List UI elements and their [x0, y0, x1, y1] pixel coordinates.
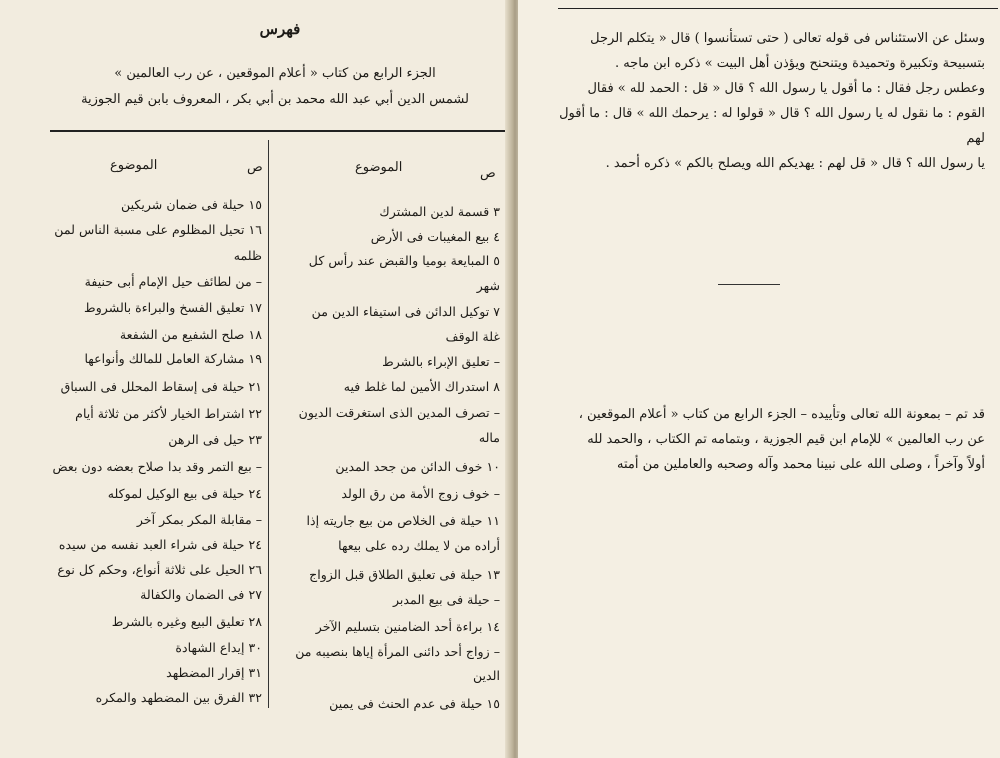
index-entry: أراده من لا يملك رده على بيعها — [338, 538, 500, 553]
hadith-paragraph — [545, 26, 985, 176]
column-divider — [268, 140, 269, 708]
index-entry: ظلمه — [233, 248, 262, 263]
page-col-header-right: ص — [480, 166, 496, 181]
text-line: وسئل عن الاستئناس فى قوله تعالى ( حتى تستأنسوا ) قال « يتكلم الرجل — [590, 31, 985, 46]
text-line: وعطس رجل فقال : ما أقول يا رسول الله ؟ قال « قل : الحمد لله » فقال — [587, 81, 985, 96]
separator-rule — [718, 284, 780, 285]
index-entry: ٢٢ اشتراط الخيار لأكثر من ثلاثة أيام — [75, 406, 262, 421]
index-title: فهرس — [259, 20, 301, 38]
index-entry: – مقابلة المكر بمكر آخر — [136, 512, 262, 527]
index-entry: ١٣ حيلة فى تعليق الطلاق قبل الزواج — [309, 567, 500, 582]
text-line: قد تم – بمعونة الله تعالى وتأييده – الجزء الرابع من كتاب « أعلام الموقعين ، — [578, 407, 985, 422]
index-entry: ٣٢ الفرق بين المضطهد والمكره — [95, 690, 262, 705]
index-entry: شهر — [476, 278, 500, 293]
text-line: يا رسول الله ؟ قال « قل لهم : يهديكم الله ويصلح بالكم » ذكره أحمد . — [605, 156, 985, 171]
page-col-header-left: ص — [247, 160, 263, 175]
index-entry: ٣٠ إيداع الشهادة — [175, 640, 262, 655]
index-entry: ١٧ تعليق الفسخ والبراءة بالشروط — [84, 300, 262, 315]
index-entry: ١٠ خوف الدائن من جحد المدين — [335, 459, 500, 474]
top-rule — [558, 8, 998, 9]
index-entry: ٥ المبايعة بوميا والقبض عند رأس كل — [308, 253, 500, 268]
index-entry: ٢١ حيلة فى إسقاط المحلل فى السباق — [60, 379, 262, 394]
topic-col-header-right: الموضوع — [355, 160, 403, 175]
index-entry: – تصرف المدين الذى استغرقت الديون — [298, 405, 500, 420]
index-entry: ١٩ مشاركة العامل للمالك وأنواعها — [84, 351, 262, 366]
index-entry: ١٦ تحيل المظلوم على مسبة الناس لمن — [54, 222, 262, 237]
index-entry: – من لطائف حيل الإمام أبى حنيفة — [84, 274, 262, 289]
index-entry: ماله — [478, 430, 500, 445]
index-entry: ١٤ براءة أحد الضامنين بتسليم الآخر — [315, 619, 500, 634]
index-entry: – تعليق الإبراء بالشرط — [382, 354, 500, 369]
index-entry: ١١ حيلة فى الخلاص من بيع جاريته إذا — [306, 513, 500, 528]
author-line: لشمس الدين أبي عبد الله محمد بن أبي بكر ، المعروف بابن قيم الجوزية — [81, 92, 469, 107]
index-entry: ٢٣ حيل فى الرهن — [168, 432, 262, 447]
index-entry: – خوف زوج الأمة من رق الولد — [341, 486, 500, 501]
index-entry: – زواج أحد دائنى المرأة إياها بنصيبه من — [295, 644, 500, 659]
text-line: القوم : ما نقول له يا رسول الله ؟ قال « قولوا له : يرحمك الله » قال : ما أقول لهم — [559, 106, 985, 146]
index-entry: ٢٦ الحيل على ثلاثة أنواع، وحكم كل نوع — [57, 562, 262, 577]
index-entry: ٢٤ حيلة فى بيع الوكيل لموكله — [107, 486, 262, 501]
index-entry: ٢٧ فى الضمان والكفالة — [140, 587, 262, 602]
book-title-line: الجزء الرابع من كتاب « أعلام الموقعين ، عن رب العالمين » — [114, 66, 436, 81]
index-entry: الدين — [472, 668, 500, 683]
index-entry: ٣ قسمة لدين المشترك — [379, 204, 500, 219]
index-entry: ٣١ إقرار المضطهد — [166, 665, 262, 680]
text-line: بتسبيحة وتكبيرة وتحميدة ويتنحنح ويؤذن أهل البيت » ذكره ابن ماجه . — [614, 56, 985, 71]
index-entry: ١٨ صلح الشفيع من الشفعة — [119, 327, 262, 342]
index-entry: ٧ توكيل الدائن فى استيفاء الدين من — [311, 304, 500, 319]
index-entry: ١٥ حيلة فى عدم الحنث فى يمين — [329, 696, 500, 711]
index-entry: ٨ استدراك الأمين لما غلط فيه — [343, 379, 500, 394]
index-entry: – حيلة فى بيع المدبر — [392, 592, 500, 607]
index-entry: ٢٤ حيلة فى شراء العبد نفسه من سيده — [58, 537, 262, 552]
text-line: أولاً وآخراً ، وصلى الله على نبينا محمد وآله وصحبه والعاملين من أمته — [617, 457, 985, 472]
topic-col-header-left: الموضوع — [110, 158, 158, 173]
index-entry: ٤ بيع المغيبات فى الأرض — [370, 229, 500, 244]
index-entry: ٢٨ تعليق البيع وغيره بالشرط — [111, 614, 262, 629]
index-entry: – بيع التمر وقد بدا صلاح بعضه دون بعض — [52, 459, 262, 474]
text-line: عن رب العالمين » للإمام ابن قيم الجوزية ، وبتمامه تم الكتاب ، والحمد لله — [587, 432, 985, 447]
index-entry: ١٥ حيلة فى ضمان شريكين — [121, 197, 262, 212]
colophon-paragraph — [545, 402, 985, 477]
header-rule — [50, 130, 505, 132]
index-entry: غلة الوقف — [445, 329, 500, 344]
